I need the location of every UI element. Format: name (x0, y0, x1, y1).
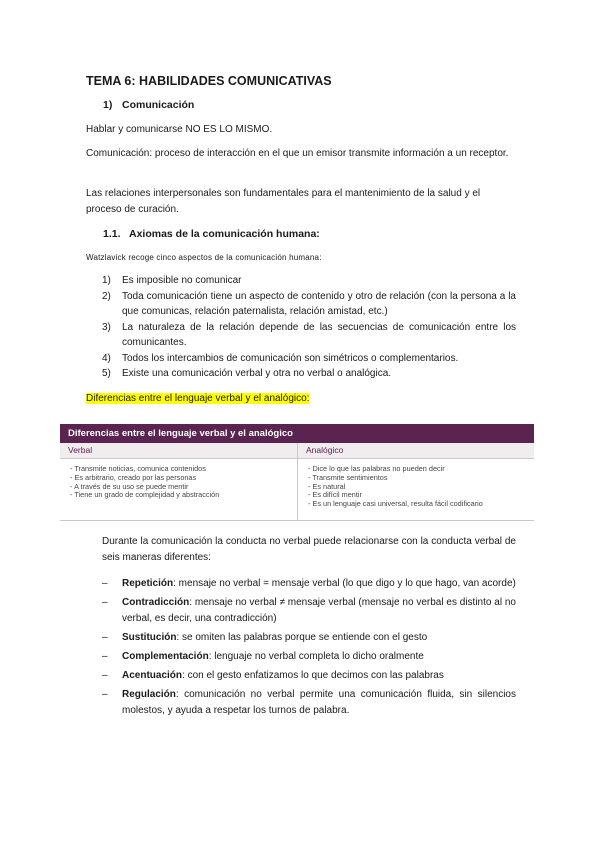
list-term: Complementación (122, 651, 209, 662)
list-item (102, 320, 516, 351)
list-text: : se omiten las palabras porque se entiende con el gesto (176, 632, 428, 643)
subsection-heading-axiomas (103, 228, 320, 240)
list-text: : mensaje no verbal = mensaje verbal (lo que digo y lo que hago, van acorde) (173, 578, 516, 589)
list-term: Contradicción (122, 597, 190, 608)
list-text: : lenguaje no verbal completa lo dicho oralmente (208, 651, 424, 662)
list-item (102, 289, 516, 320)
paragraph-nonverbal-intro: Durante la comunicación la conducta no verbal puede relacionarse con la conducta verbal de seis maneras diferentes: (102, 536, 516, 563)
paragraph-watzlavick: Watzlavick recoge cinco aspectos de la comunicación humana: (86, 253, 322, 262)
list-item (102, 576, 516, 592)
paragraph-relaciones: Las relaciones interpersonales son fundamentales para el mantenimiento de la salud y el proceso de curación. (86, 188, 481, 215)
page-title: TEMA 6: HABILIDADES COMUNICATIVAS (86, 74, 332, 88)
list-item (102, 273, 516, 289)
axioms-list (102, 273, 516, 382)
list-dash: – (102, 651, 108, 662)
analogico-items (298, 465, 534, 509)
list-dash: – (102, 597, 108, 608)
table-cell: - Dice lo que las palabras no pueden decir (298, 465, 534, 474)
table-cell: - Es arbitrario, creado por las personas (60, 474, 297, 483)
list-item (102, 649, 516, 665)
comparison-table (60, 424, 534, 521)
list-dash: – (102, 670, 108, 681)
list-item (102, 351, 516, 367)
table-cell: - Transmite noticias, comunica contenidos (60, 465, 297, 474)
section-number: 1) (103, 99, 113, 111)
list-text: Existe una comunicación verbal y otra no verbal o analógica. (122, 368, 392, 379)
list-number: 5) (102, 368, 111, 379)
table-cell: - Es natural (298, 483, 534, 492)
list-text: : con el gesto enfatizamos lo que decimos con las palabras (182, 670, 444, 681)
table-cell: - A través de su uso se puede mentir (60, 483, 297, 492)
list-item (102, 687, 516, 719)
list-dash: – (102, 578, 108, 589)
column-header-verbal: Verbal (60, 443, 297, 459)
table-cell: - Es difícil mentir (298, 491, 534, 500)
nonverbal-list (102, 576, 516, 722)
subsection-title: Axiomas de la comunicación humana: (129, 228, 320, 240)
subsection-number: 1.1. (103, 228, 121, 240)
table-columns (60, 443, 534, 521)
list-dash: – (102, 689, 108, 700)
table-header: Diferencias entre el lenguaje verbal y el analógico (60, 424, 534, 443)
paragraph-hablar: Hablar y comunicarse NO ES LO MISMO. (86, 124, 273, 135)
highlighted-heading (86, 393, 309, 404)
list-text: Todos los intercambios de comunicación son simétricos o complementarios. (122, 352, 459, 364)
table-cell: - Transmite sentimientos (298, 474, 534, 483)
table-cell: - Es un lenguaje casi universal, resulta fácil codificario (298, 500, 534, 509)
list-text: : comunicación no verbal permite una comunicación fluida, sin silencios molestos, y ayuda a respetar los turnos de palabra. (122, 689, 516, 716)
verbal-items (60, 465, 297, 500)
list-term: Sustitución (122, 632, 177, 643)
list-item (102, 366, 516, 382)
list-number: 4) (102, 352, 111, 364)
list-item (102, 595, 516, 627)
list-item (102, 630, 516, 646)
table-cell: - Tiene un grado de complejidad y abstracción (60, 491, 297, 500)
table-bottom-border (60, 520, 534, 521)
list-text: La naturaleza de la relación depende de las secuencias de comunicación entre los comunicantes. (122, 321, 516, 348)
list-text: Toda comunicación tiene un aspecto de contenido y otro de relación (con la persona a la que comunicas, relación paternalista, relación amistad, etc.) (122, 290, 516, 317)
list-text: : mensaje no verbal ≠ mensaje verbal (mensaje no verbal es distinto al no verbal, es decir, una contradicción) (122, 597, 516, 624)
list-dash: – (102, 632, 108, 643)
list-number: 2) (102, 290, 111, 302)
list-term: Regulación (122, 689, 176, 700)
list-number: 1) (102, 275, 111, 286)
section-heading-comunicacion (103, 99, 194, 111)
list-term: Repetición (122, 578, 174, 589)
highlighted-text: Diferencias entre el lenguaje verbal y el analógico: (86, 393, 310, 404)
list-term: Acentuación (122, 670, 183, 681)
list-number: 3) (102, 321, 111, 333)
column-verbal (60, 443, 297, 521)
list-item (102, 668, 516, 684)
section-title: Comunicación (122, 99, 195, 111)
column-analogico (297, 443, 534, 521)
column-header-analogico: Analógico (298, 443, 534, 459)
paragraph-definicion: Comunicación: proceso de interacción en el que un emisor transmite información a un receptor. (86, 148, 509, 159)
list-text: Es imposible no comunicar (122, 275, 242, 286)
